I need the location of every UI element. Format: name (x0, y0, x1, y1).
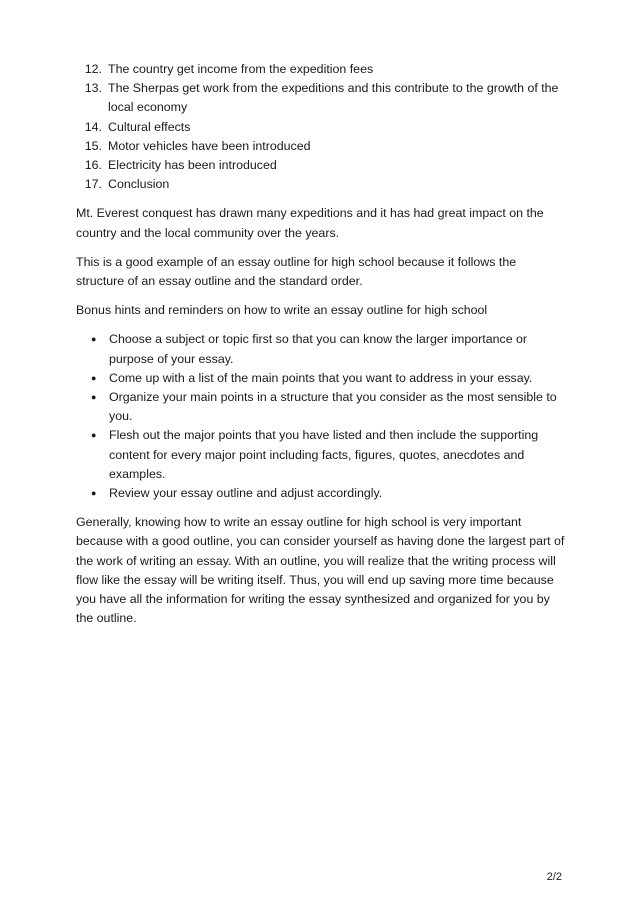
list-item-text: Flesh out the major points that you have listed and then include the supporting content for every major point including facts, figures, quotes, anecdotes and examples. (109, 428, 539, 481)
page-number: 2/2 (546, 871, 562, 883)
list-item-text: Conclusion (108, 177, 170, 192)
list-item-text: Review your essay outline and adjust accordingly. (109, 486, 383, 501)
list-item (76, 426, 566, 484)
paragraph-bonus-hints-heading: Bonus hints and reminders on how to write an essay outline for high school (76, 303, 488, 318)
list-item-text: Choose a subject or topic first so that you can know the larger importance or purpose of your essay. (109, 332, 528, 366)
list-item (76, 330, 566, 368)
list-item-text: The Sherpas get work from the expeditions and this contribute to the growth of the local economy (108, 81, 559, 115)
paragraph-good-example: This is a good example of an essay outline for high school because it follows the structure of an essay outline and the standard order. (76, 254, 517, 289)
paragraph-conclusion: Generally, knowing how to write an essay outline for high school is very important because with a good outline, you can consider yourself as having done the largest part of the work of writing an essay. With an outline, you will realize that the writing process will flow like the essay will be writing itself. Thus, you will end up saving more time because you have all the information for writing the essay synthesized and organized for you by the outline. (76, 515, 565, 626)
list-item (76, 79, 566, 117)
bullet-icon: ● (91, 372, 97, 383)
list-item-text: Motor vehicles have been introduced (108, 138, 311, 153)
list-item-text: Organize your main points in a structure that you consider as the most sensible to you. (109, 390, 557, 424)
list-item-text: The country get income from the expedition fees (108, 62, 374, 76)
list-item-text: Come up with a list of the main points that you want to address in your essay. (109, 370, 533, 385)
outline-list (76, 60, 566, 194)
list-item (76, 484, 566, 503)
list-item (76, 137, 566, 156)
list-item-number: 12. (84, 62, 102, 76)
list-item-number: 16. (84, 158, 102, 173)
list-item-number: 13. (84, 81, 102, 96)
bullet-icon: ● (91, 334, 97, 345)
bullet-icon: ● (91, 488, 97, 499)
list-item-number: 17. (84, 177, 102, 192)
list-item (76, 118, 566, 137)
paragraph-everest-impact: Mt. Everest conquest has drawn many expeditions and it has had great impact on the country and the local community over the years. (76, 206, 544, 240)
list-item-number: 14. (84, 119, 102, 134)
list-item (76, 175, 566, 194)
list-item-number: 15. (84, 138, 102, 153)
list-item (76, 60, 566, 79)
list-item (76, 388, 566, 426)
page-content (76, 60, 566, 638)
bullet-icon: ● (91, 430, 97, 441)
bullet-icon: ● (91, 392, 97, 403)
list-item (76, 156, 566, 175)
list-item-text: Electricity has been introduced (108, 158, 277, 173)
list-item (76, 369, 566, 388)
hints-list (76, 330, 566, 503)
list-item-text: Cultural effects (108, 119, 191, 134)
